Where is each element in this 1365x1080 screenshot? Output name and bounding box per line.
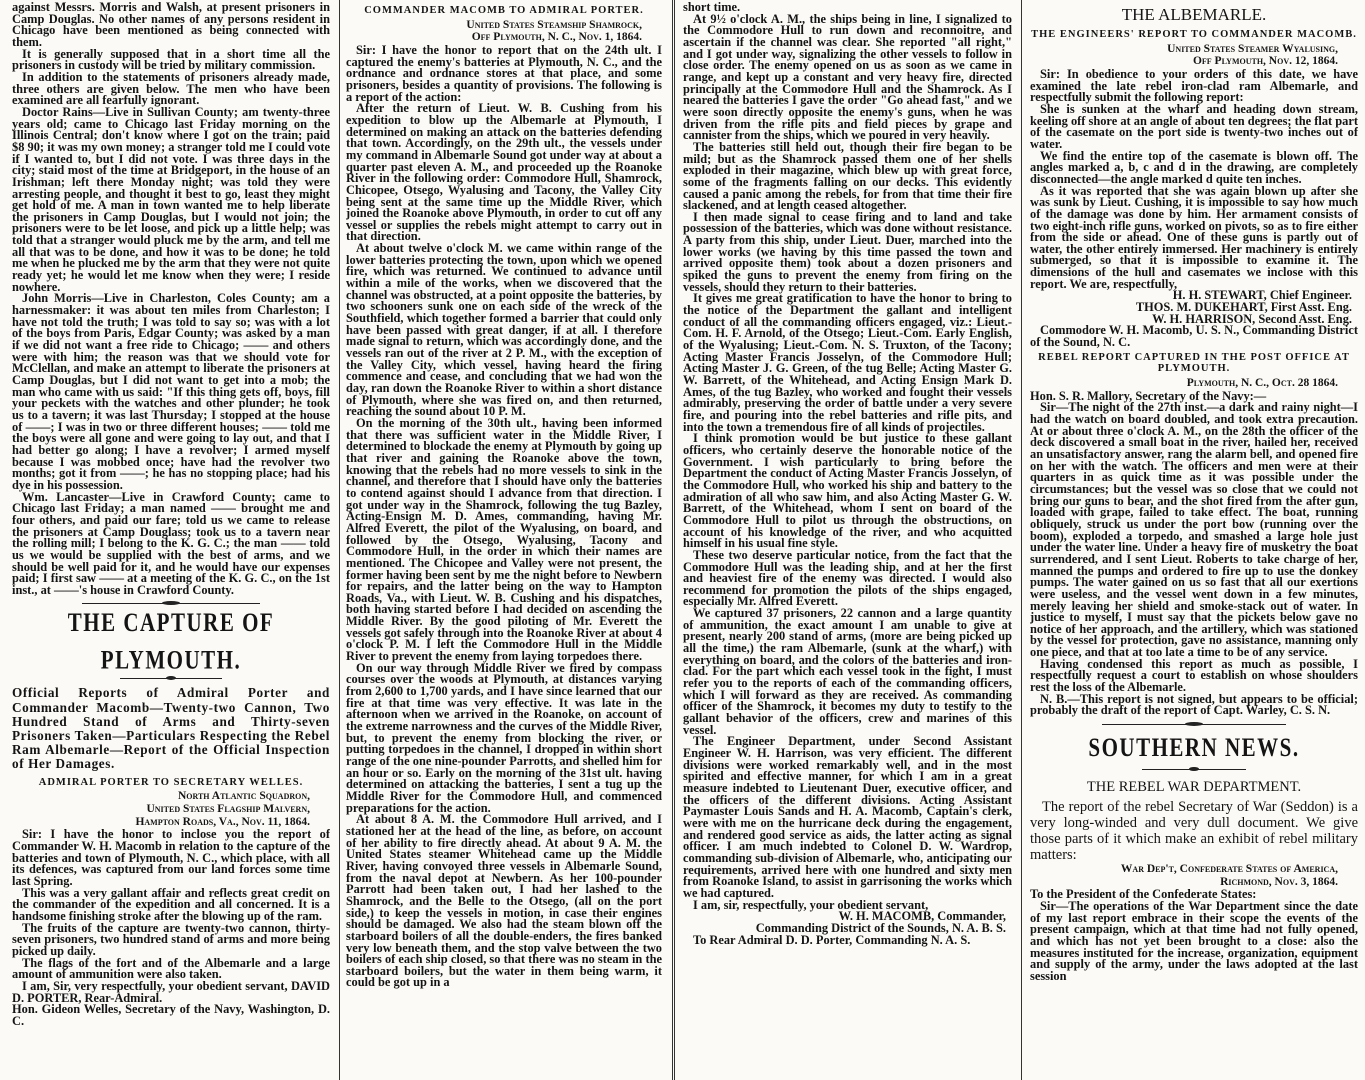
subheading: THE ENGINEERS' REPORT TO COMMANDER MACOMB. [1031,29,1357,40]
paragraph: This was a very gallant affair and reflects great credit on the commander of the expedition and all concerned. It is a handsome finishing stroke after the blowing up of the ram. [12,885,330,923]
paragraph: short time. [683,2,741,14]
paragraph: We captured 37 prisoners, 22 cannon and a large quantity of ammunition, the exact amount I am unable to give at present, nearly 200 stand of arms, (more are being picked up all the time,) the ram Albemarle, (sunk at the wharf,) with everything on board, and the colors of the batteries and iron-clad. For the part which each vessel took in the fight, I must refer you to the reports of each of the commanding officers, which I will forward as they are received. As commanding officer of the Shamrock, it becomes my duty to testify to the gallant behavior of the officers, crew and marines of this vessel. [683,606,1012,737]
paragraph: Commodore W. H. Macomb, U. S. N., Commanding District of the Sound, N. C. [1030,323,1358,350]
paragraph: At about 8 A. M. the Commodore Hull arrived, and I stationed her at the head of the line, as before, on account of her ability to fire directly ahead. At about 9 A. M. the United States steamer Whitehead came up the Middle River, having convoyed three vessels in Albemarle Sound, from the naval depot at Newbern. As her 100-pounder Parrott had been taken out, I had her lashed to the Shamrock, and the Belle to the Otsego, (all on the port side,) to keep the vessels in motion, in case their engines should be damaged. We also had the steam blown off the starboard boilers of all the double-enders, the fires banked very low beneath them, and the stop valve between the two boilers of each ship closed, so that there was no steam in the starboard boilers, but the water in them being warm, it could be got up in a [346,812,662,990]
paragraph: After the return of Lieut. W. B. Cushing from his expedition to blow up the Albemarle at Plymouth, I determined on making an attack on the batteries defending that town. Accordingly, on the 29th ult., the vessels under my command in Albemarle Sound got under way at about a quarter past eleven A. M., and proceeded up the Roanoke River in the following order: Commodore Hull, Shamrock, Chicopee, Otsego, Wyalusing and Tacony, the Valley City being sent at the same time up the Middle River, which joined the Roanoke above Plymouth, in order to cut off any vessel or supplies the rebels might attempt to carry out in that direction. [346,101,662,244]
ornamental-rule [120,675,222,682]
subheading: REBEL REPORT CAPTURED IN THE POST OFFICE AT PLYMOUTH. [1038,351,1350,375]
newspaper-column-3 [683,2,1012,1078]
paragraph: I am, sir, respectfully, your obedient servant, [693,897,929,912]
paragraph: Sir—The night of the 27th inst.—a dark and rainy night—I had the watch on board doubled, and took extra precaution. At or about three o'clock A. M., on the 28th the officer of the deck discovered a small boat in the river, hailed her, received an unsatisfactory answer, rang the alarm bell, and opened fire on her with the watch. The officers and men were at their quarters in as quick time as it was possible under the circumstances; but the vessel was so close that we could not bring our guns to bear, and the shot fired from the after gun, loaded with grape, failed to take effect. The boat, running obliquely, struck us under the port bow (running over the boom), exploded a torpedo, and smashed a large hole just under the water line. Under a heavy fire of musketry the boat surrendered, and I sent Lieut. Roberts to take charge of her, manned the pumps and ordered to fire up to use the donkey pumps. The water gained on us so fast that all our exertions were useless, and the vessel went down in a few minutes, merely leaving her shield and smoke-stack out of water. In justice to myself, I must say that the pickets below gave no notice of her approach, and the artillery, which was stationed by the vessel for protection, gave no assistance, manning only one piece, and that at too late a time to be of any service. [1030,400,1358,660]
dateline: United States Steamer Wyalusing, [1167,42,1338,55]
dateline: Off Plymouth, N. C., Nov. 1, 1864. [471,31,642,44]
newspaper-column-1 [12,2,330,1078]
paragraph: Wm. Lancaster—Live in Crawford County; came to Chicago last Friday; a man named —— brought me and four others, and paid our fare; told us we came to release the prisoners at Camp Douglass; took us to a tavern near the rolling mill; I belong to the K. G. C.; the man —— told us we would be supplied with the best of arms, and we should be well paid for it, and he would have our expenses paid; I first saw —— at a meeting of the K. G. C., on the 1st inst., at ——'s house in Crawford County. [12,489,330,597]
subheading: ADMIRAL PORTER TO SECRETARY WELLES. [38,776,304,788]
paragraph: Sir: In obedience to your orders of this date, we have examined the late rebel iron-clad ram Albemarle, and respectfully submit the following report: [1030,66,1358,105]
paragraph: The batteries still held out, though their fire began to be mild; but as the Shamrock passed them one of her shells exploded in their magazine, which blew up with great force, some of the fragments falling on our decks. This evidently caused a panic among the rebels, for from that time their fire slackened, and at length ceased altogether. [683,139,1012,213]
subheading: COMMANDER MACOMB TO ADMIRAL PORTER. [364,5,644,16]
dateline: Plymouth, N. C., Oct. 28 1864. [1186,377,1338,390]
paragraph: These two deserve particular notice, from the fact that the Commodore Hull was the leading ship, and at her the first and heaviest fire of the enemy was directed. I would also recommend for promotion the pilots of the ships engaged, especially Mr. Alfred Everett. [683,547,1012,609]
paragraph: On our way through Middle River we fired by compass courses over the woods at Plymouth, at distances varying from 2,600 to 1,700 yards, and I have since learned that our fire at that time was very effective. It was late in the afternoon when we arrived in the Roanoke, on account of the extreme narrowness and the curves of the Middle River, but, to prevent the enemy from blocking the river, or putting torpedoes in the channel, I dropped in within short range of the one nine-pounder Parrotts, and shelled him for an hour or so. Early on the morning of the 31st ult. having determined on attacking the batteries, I sent a tug up the Middle River for the Commodore Hull, and commenced preparations for the action. [346,660,662,815]
section-heading: THE ALBEMARLE. [1121,5,1267,24]
paragraph: I am, Sir, very respectfully, your obedient servant, DAVID D. PORTER, Rear-Admiral. [12,978,330,1005]
column-rule [1021,0,1022,1080]
ornamental-rule [1102,721,1286,728]
headline: THE CAPTURE OF PLYMOUTH. [67,607,275,676]
paragraph: The fruits of the capture are twenty-two cannon, thirty-seven prisoners, two hundred stand of arms and more being picked up daily. [12,920,330,958]
dateline: Hampton Roads, Va., Nov. 11, 1864. [135,815,310,828]
paragraph: To Rear Admiral D. D. Porter, Commanding N. A. S. [693,932,971,947]
dateline: Off Plymouth, Nov. 12, 1864. [1192,55,1338,68]
paragraph: In addition to the statements of prisoners already made, three others are given below. The men who have been examined are all fearfully ignorant. [12,69,330,108]
paragraph: I then made signal to cease firing and to land and take possession of the batteries, which was done without resistance. A party from this ship, under Lieut. Duer, marched into the lower works (we having by this time passed the town and arrived opposite them) took about a dozen prisoners and spiked the guns to prevent the enemy from firing on the vessels, should they return to their batteries. [683,209,1012,294]
paragraph: As it was reported that she was again blown up after she was sunk by Lieut. Cushing, it is impossible to say how much of the damage was done by him. Her armament consists of two eight-inch rifle guns, worked on pivots, so as to fire either from the side or ahead. One of these guns is partly out of water, the other entirely immersed. Her machinery is entirely submerged, so that it is impossible to examine it. The dimensions of the hull and casemates we inclose with this report. We are, respectfully, [1030,183,1358,291]
paragraph: The Engineer Department, under Second Assistant Engineer W. H. Harrison, was very efficient. The different divisions were worked remarkably well, and in the most spirited and effective manner, for which I am in a great measure indebted to Lieutenant Duer, executive officer, and the officers of the different divisions. Acting Assistant Paymaster Louis Sands and H. A. Macomb, Captain's clerk, were with me on the hurricane deck during the engagement, and rendered good service as aids, the latter acting as signal officer. I am much indebted to Colonel D. W. Wardrop, commanding sub-division of Albemarle, who, anticipating our requirements, arrived here with one hundred and sixty men from Roanoke Island, to assist in garrisoning the works which we had captured. [683,734,1012,900]
paragraph: To the President of the Confederate States: [1030,887,1257,902]
paragraph: Having condensed this report as much as possible, I respectfully request a court to establish on whose shoulders rest the loss of the Albemarle. [1030,656,1358,695]
newspaper-column-2 [346,2,662,1078]
newspaper-column-4 [1030,2,1358,1078]
dateline: United States Steamship Shamrock, [466,18,642,31]
lead-paragraph: The report of the rebel Secretary of War (Seddon) is a very long-winded and very dull document. We give those parts of it which make an exhibit of rebel military matters: [1030,799,1358,864]
headline: SOUTHERN NEWS. [1088,732,1300,763]
paragraph: against Messrs. Morris and Walsh, at present prisoners in Camp Douglas. No other names of any persons resident in Chicago have been mentioned as being connected with them. [12,2,330,49]
paragraph: Sir: I have the honor to inclose you the report of Commander W. H. Macomb in relation to the capture of the batteries and town of Plymouth, N. C., which place, with all its defences, was captured from our land forces some time last Spring. [12,827,330,888]
column-rule [339,0,340,1080]
paragraph: Doctor Rains—Live in Sullivan County; am twenty-three years old; came to Chicago last Friday morning on the Illinois Central; don't know where I got on the train; paid $8 90; it was my own money; a stranger told me I could vote if I wanted to, but I did not vote. I was three days in the city; staid most of the time at Bridgeport, in the house of an Irishman; left there Monday night; was told they were arresting people, and thought it best to go, least they might get hold of me. A man in town wanted me to help liberate the prisoners in Camp Douglas, but I would not join; the prisoners were to be let loose, and pick up a little help; was told that a stranger would pluck me by the arm, and tell me all that was to be done, and how it was to be done; he told me when he plucked me by the arm that they were not quite ready yet; he would let me know when they were; I reside nowhere. [12,104,330,294]
paragraph: The flags of the fort and of the Albemarle and a large amount of ammunition were also taken. [12,955,330,982]
paragraph: It is generally supposed that in a short time all the prisoners in custody will be tried by military commission. [12,46,330,73]
paragraph: Sir: I have the honor to report that on the 24th ult. I captured the enemy's batteries at Plymouth, N. C., and the ordnance and ordnance stores at that place, and some prisoners, besides a quantity of provisions. The following is a report of the action: [346,42,662,104]
paragraph: John Morris—Live in Charleston, Coles County; am a harnessmaker: it was about ten miles from Charleston; I have not told the truth; I was told to say so; was with a lot of the boys from Paris, Edgar County; was asked by a man if we did not want a free ride to Chicago; —— and others were with him; the reason was that we should vote for McClellan, and make an attempt to liberate the prisoners at Camp Douglas, but I did not want to get into a mob; the man who came with us said: "If this thing gets off, boys, fill your peckets with the watches and other plunder; he took us to a tavern; it was last Thursday; I stopped at the house of ——; I was in two or three different houses; —— told me the boys were all gone and were going to lay out, and that I had better go along; I have a revolver; I armed myself because I was mobbed once; have had the revolver two months; got it from ——; he has no stopping place; had his dye in his possession. [12,291,330,492]
paragraph: Hon. S. R. Mallory, Secretary of the Navy:— [1030,388,1267,403]
signature: THOS. M. DUKEHART, First Asst. Eng. [1135,300,1352,315]
paragraph: It gives me great gratification to have the honor to bring to the notice of the Department the gallant and intelligent conduct of all the commanding officers engaged, viz.: Lieut.-Com. H. F. Arnold, of the Otsego; Lieut.-Com. Early English, of the Wyalusing; Lieut.-Com. N. S. Truxton, of the Tacony; Acting Master Francis Josselyn, of the Commodore Hull; Acting Master J. G. Green, of the tug Belle; Acting Master G. W. Barrett, of the Whitehead, and Acting Ensign Mark D. Ames, of the tug Bazley, who worked and fought their vessels admirably, preserving the order of battle under a very severe fire, and pouring into the rebel batteries and rifle pits, and into the town a tremendous fire of all kinds of projectiles. [683,291,1012,434]
ornamental-rule [1142,766,1247,773]
column-rule [672,0,675,1080]
paragraph: At about twelve o'clock M. we came within range of the lower batteries protecting the town, upon which we opened fire, which was returned. We continued to advance until within a mile of the works, when we discovered that the channel was obstructed, at a point opposite the batteries, by two schooners sunk one on each side of the wreck of the Southfield, which together formed a barrier that could only have been passed with great danger, if at all. I therefore made signal to return, which was accordingly done, and the vessels ran out of the river at 2 P. M., with the exception of the Valley City, which vessel, having heard the firing commence and cease, and concluding that we had won the day, ran down the Roanoke River to within a short distance of Plymouth, where she was fired on, and then returned, reaching the sound about 10 P. M. [346,241,662,419]
subheading: THE REBEL WAR DEPARTMENT. [1086,779,1302,796]
signature: W. H. MACOMB, Commander, [838,909,1006,924]
dateline: War Dep't, Confederate States of America, [1120,863,1338,876]
paragraph: Hon. Gideon Welles, Secretary of the Navy, Washington, D. C. [12,1002,330,1028]
dateline: North Atlantic Squadron, [177,790,310,803]
signature: Commanding District of the Sounds, N. A. B. S. [755,920,1006,935]
signature: H. H. STEWART, Chief Engineer. [1172,288,1352,303]
paragraph: We find the entire top of the casemate is blown off. The angles marked a, b, c and d in the drawing, are completely disconnected—the angle marked d quite ten inches. [1030,148,1358,186]
headline-deck: Official Reports of Admiral Porter and Commander Macomb—Twenty-two Cannon, Two Hundred Stand of Arms and Thirty-seven Prisoners Taken—Particulars Respecting the Rebel Ram Albemarle—Report of the Official Inspection of Her Damages. [12,685,330,772]
paragraph: Sir—The operations of the War Department since the date of my last report embrace in their scope the events of the present campaign, which at that time had not fully opened, and which has not yet been brought to a close: also the measures instituted for the increase, organization, equipment and supply of the army, under the laws adopted at the last session [1030,899,1358,983]
dateline: United States Flagship Malvern, [146,803,310,815]
paragraph: I think promotion would be but justice to these gallant officers, who certainly deserve the honorable notice of the Government. I wish particularly to bring before the Department the conduct of Acting Master Francis Josselyn, of the Commodore Hull, who worked his ship and battery to the admiration of all who saw him, and also Acting Master G. W. Barrett, of the Whitehead, whom I sent on board of the Commodore Hull to pilot us through the obstructions, on account of his knowledge of the river, and who acquitted himself in his usual fine style. [683,431,1012,551]
paragraph: She is sunken at the wharf and heading down stream, keeling off shore at an angle of about ten degrees; the flat part of the casemate on the port side is twenty-two inches out of water. [1030,101,1358,151]
dateline: Richmond, Nov. 3, 1864. [1220,875,1338,888]
paragraph: At 9½ o'clock A. M., the ships being in line, I signalized to the Commodore Hull to run down and reconnoitre, and ascertain if the channel was clear. She reported "all right," and I got under way, signalizing the other vessels to follow in close order. The enemy opened on us as soon as we came in range, and kept up a constant and very heavy fire, directed principally at the Commodore Hull and the Shamrock. As I neared the batteries I gave the order "Go ahead fast," and we were soon directly opposite the enemy's guns, when he was driven from the rifle pits and field pieces by grape and cannister from the ships, which we poured in very heavily. [683,11,1012,143]
paragraph: On the morning of the 30th ult., having been informed that there was sufficient water in the Middle River, I determined to blockade the enemy at Plymouth by going up that river and gaining the Roanoke above the town, knowing that the rebels had no more vessels to sink in the channel, and therefore that I should have only the batteries to contend against should I advance from that direction. I got under way in the Shamrock, following the tug Bazley, Acting-Ensign M. D. Ames, commanding, having Mr. Alfred Everett, the pilot of the Wyalusing, on board, and followed by the Otsego, Wyalusing, Tacony and Commodore Hull, in the order in which their names are mentioned. The Chicopee and Valley were not present, the former having been sent by me the night before to Newbern for repairs, and the latter being on the way to Hampton Roads, Va., with Lieut. W. B. Cushing and his dispatches, both having started before I had decided on ascending the Middle River. By the good piloting of Mr. Everett the vessels got safely through into the Roanoke River at about 4 o'clock P. M. I left the Commodore Hull in the Middle River to prevent the enemy from laying torpedoes there. [346,415,662,664]
signature: W. H. HARRISON, Second Asst. Eng. [1152,311,1352,326]
paragraph: N. B.—This report is not signed, but appears to be official; probably the draft of the report of Capt. Warley, C. S. N. [1030,691,1358,718]
